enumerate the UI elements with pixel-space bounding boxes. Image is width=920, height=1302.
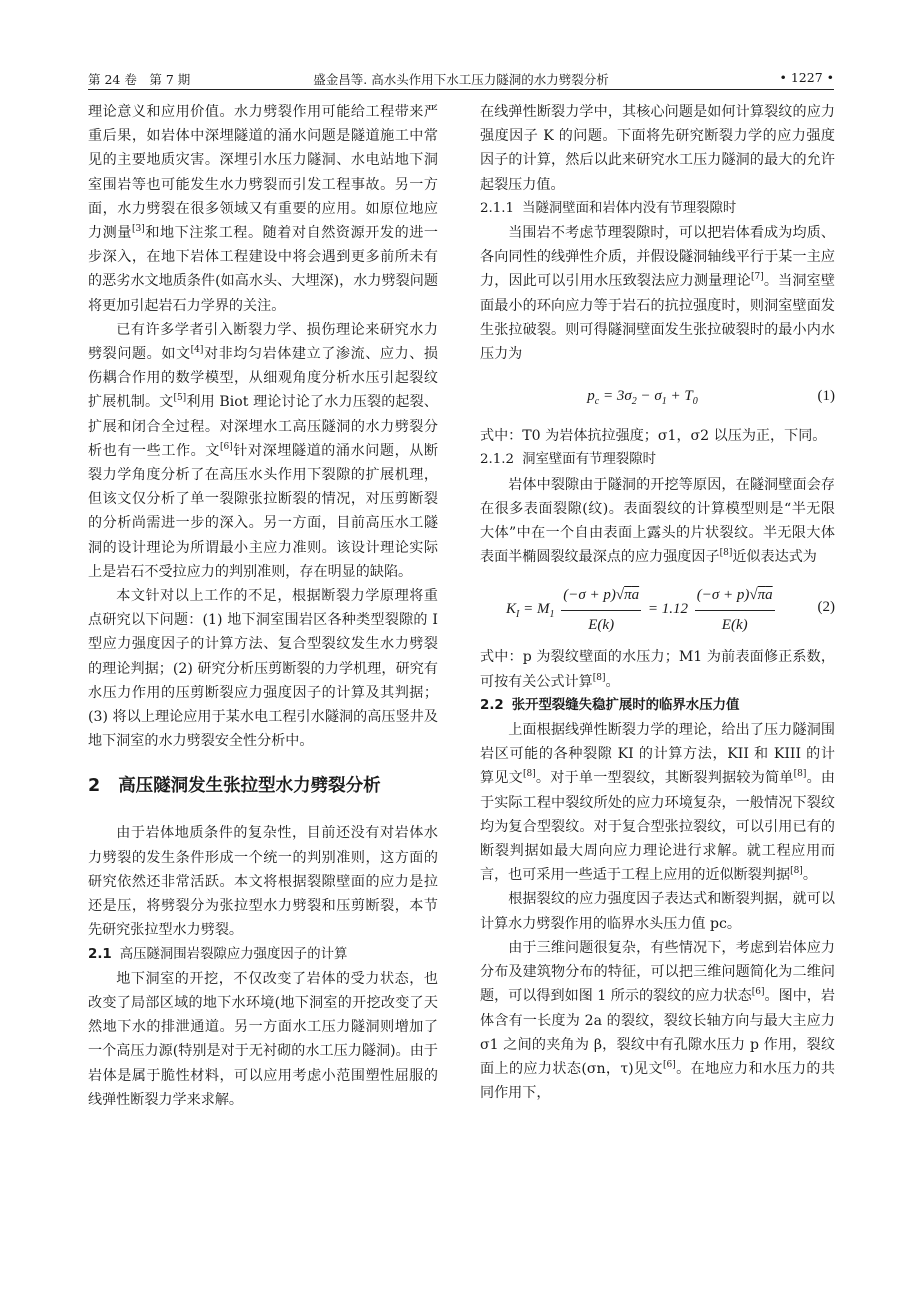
equation-1 [480,370,835,422]
paragraph: 当围岩不考虑节理裂隙时，可以把岩体看成为均质、各向同性的线弹性介质，并假设隧洞轴线平行于某一主应力，因此可以引用水压致裂法应力测量理论[7]。当洞室壁面最小的环向应力等于岩石的抗拉强度时，则洞室壁面发生张拉破裂。则可得隧洞壁面发生张拉破裂时的最小内水压力为 [480,225,836,363]
subsubsection-heading [480,197,835,221]
paragraph: 上面根据线弹性断裂力学的理论，给出了压力隧洞围岩区可能的各种裂隙 KI 的计算方法，KII 和 KIII 的计算见文[8]。对于单一型裂纹，其断裂判据较为简单[8]。由于实际工程中裂纹所处的应力环境复杂，一般情况下裂纹均为复合型裂纹。对于复合型张拉裂纹，可以引用已有的断裂判据如最大周向应力理论进行求解。就工程应用而言，也可采用一些适于工程上应用的近似断裂判据[8]。 [480,722,836,884]
subsection-heading [88,943,438,967]
subsubsection-title: 当隧洞壁面和岩体内没有节理裂隙时 [522,200,737,216]
section-title: 高压隧洞发生张拉型水力劈裂分析 [118,776,381,797]
running-header [88,70,834,88]
equation-number: (2) [817,599,835,616]
subsubsection-heading [480,448,835,472]
paragraph: 在线弹性断裂力学中，其核心问题是如何计算裂纹的应力强度因子 K 的问题。下面将先研究断裂力学的应力强度因子的计算，然后以此来研究水工压力隧洞的最大的允许起裂压力值。 [480,104,835,193]
running-title: 盛金昌等. 高水头作用下水工压力隧洞的水力劈裂分析 [313,72,609,87]
paragraph: 已有许多学者引入断裂力学、损伤理论来研究水力劈裂问题。如文[4]对非均匀岩体建立了渗流、应力、损伤耦合作用的数学模型，从细观角度分析水压引起裂纹扩展机制。文[5]利用 Biot 理论讨论了水力压裂的起裂、扩展和闭合全过程。对深埋水工高压隧洞的水力劈裂分析也有一些工作。文[6]针对深埋隧道的涌水问题，从断裂力学角度分析了在高压水头作用下裂隙的扩展机理，但该文仅分析了单一裂隙张拉断裂的情况，对压剪断裂的分析尚需进一步的深入。另一方面，目前高压水工隧洞的设计理论为所谓最小主应力准则。该设计理论实际上是岩石不受拉应力的判别准则，存在明显的缺陷。 [88,321,439,580]
section-number: 2 [88,776,101,797]
paragraph: 根据裂纹的应力强度因子表达式和断裂判据，就可以计算水力劈裂作用的临界水头压力值 pc。 [480,891,835,932]
right-column [480,100,835,1105]
subsection-title: 高压隧洞围岩裂隙应力强度因子的计算 [119,946,348,962]
equation-body [480,384,805,414]
subsection-title: 张开型裂缝失稳扩展时的临界水压力值 [511,697,740,713]
subsubsection-number: 2.1.1 [480,200,515,216]
fraction: $\frac{(-\sigma + p)√\pi a}{E(k)}$ [695,583,775,636]
fraction: $\frac{(-\sigma + p)√\pi a}{E(k)}$ [561,583,641,636]
subsection-heading [480,694,835,718]
paragraph: 本文针对以上工作的不足，根据断裂力学原理将重点研究以下问题：(1) 地下洞室围岩区各种类型裂隙的 I 型应力强度因子的计算方法、复合型裂纹发生水力劈裂的理论判据；(2) 研究分析压剪断裂的力学机理，研究有水压力作用的压剪断裂应力强度因子的计算及其判据；(3) 将以上理论应用于某水电工程引水隧洞的高压竖井及地下洞室的水力劈裂安全性分析中。 [88,588,438,750]
equation-body: $K_I = M_1$ $\frac{(-\sigma + p)√\pi a}{E(k)}$ = 1.12 $\frac{(-\sigma + p)√\pi a}{E(k)}$ [506,583,778,636]
paragraph: 由于三维问题很复杂，有些情况下，考虑到岩体应力分布及建筑物分布的特征，可以把三维问题简化为二维问题，可以得到如图 1 所示的裂纹的应力状态[6]。图中，岩体含有一长度为 2a 的裂纹，裂纹长轴方向与最大主应力 σ1 之间的夹角为 β，裂纹中有孔隙水压力 p 作用，裂纹面上的应力状态(σn，τ)见文[6]。在地应力和水压力的共同作用下， [480,939,835,1102]
left-column [88,100,438,1112]
page-number: • 1227 • [779,70,834,85]
paragraph: 式中：T0 为岩体抗拉强度；σ1，σ2 以压为正，下同。 [480,428,827,445]
section-heading [88,773,438,799]
subsection-number: 2.2 [480,697,504,713]
subsubsection-number: 2.1.2 [480,452,515,468]
paragraph: 式中：p 为裂纹壁面的水压力；M1 为前表面修正系数，可按有关公式计算[8]。 [480,649,835,690]
equation-1-text: $p_c = 3\sigma_2 - \sigma_1 + T_0$ [587,388,698,408]
equation-2 [480,573,835,639]
subsection-number: 2.1 [88,946,112,962]
paragraph: 由于岩体地质条件的复杂性，目前还没有对岩体水力劈裂的发生条件形成一个统一的判别准则，这方面的研究依然还非常活跃。本文将根据裂隙壁面的应力是拉还是压，将劈裂分为张拉型水力劈裂和压剪断裂，本节先研究张拉型水力劈裂。 [88,825,438,939]
header-rule [88,89,834,90]
equation-number: (1) [817,388,835,405]
subsubsection-title: 洞室壁面有节理裂隙时 [522,452,656,468]
volume-issue: 第 24 卷 第 7 期 [88,72,191,87]
paragraph: 地下洞室的开挖，不仅改变了岩体的受力状态，也改变了局部区域的地下水环境(地下洞室的开挖改变了天然地下水的排泄通道。另一方面水工压力隧洞则增加了一个高压力源(特别是对于无衬砌的水工压力隧洞)。由于岩体是属于脆性材料，可以应用考虑小范围塑性屈服的线弹性断裂力学来求解。 [88,970,438,1108]
paragraph: 理论意义和应用价值。水力劈裂作用可能给工程带来严重后果，如岩体中深埋隧道的涌水问题是隧道施工中常见的主要地质灾害。深埋引水压力隧洞、水电站地下洞室围岩等也可能发生水力劈裂而引发工程事故。另一方面，水力劈裂在很多领域又有重要的应用。如原位地应力测量[3]和地下注浆工程。随着对自然资源开发的进一步深入，在地下岩体工程建设中将会遇到更多前所未有的恶劣水文地质条件(如高水头、大埋深)，水力劈裂问题将更加引起岩石力学界的关注。 [88,104,439,314]
paragraph: 岩体中裂隙由于隧洞的开挖等原因，在隧洞壁面会存在很多表面裂隙(纹)。表面裂纹的计算模型则是“半无限大体”中在一个自由表面上露头的片状裂纹。半无限大体表面半椭圆裂纹最深点的应力强度因子[8]近似表达式为 [480,476,835,566]
